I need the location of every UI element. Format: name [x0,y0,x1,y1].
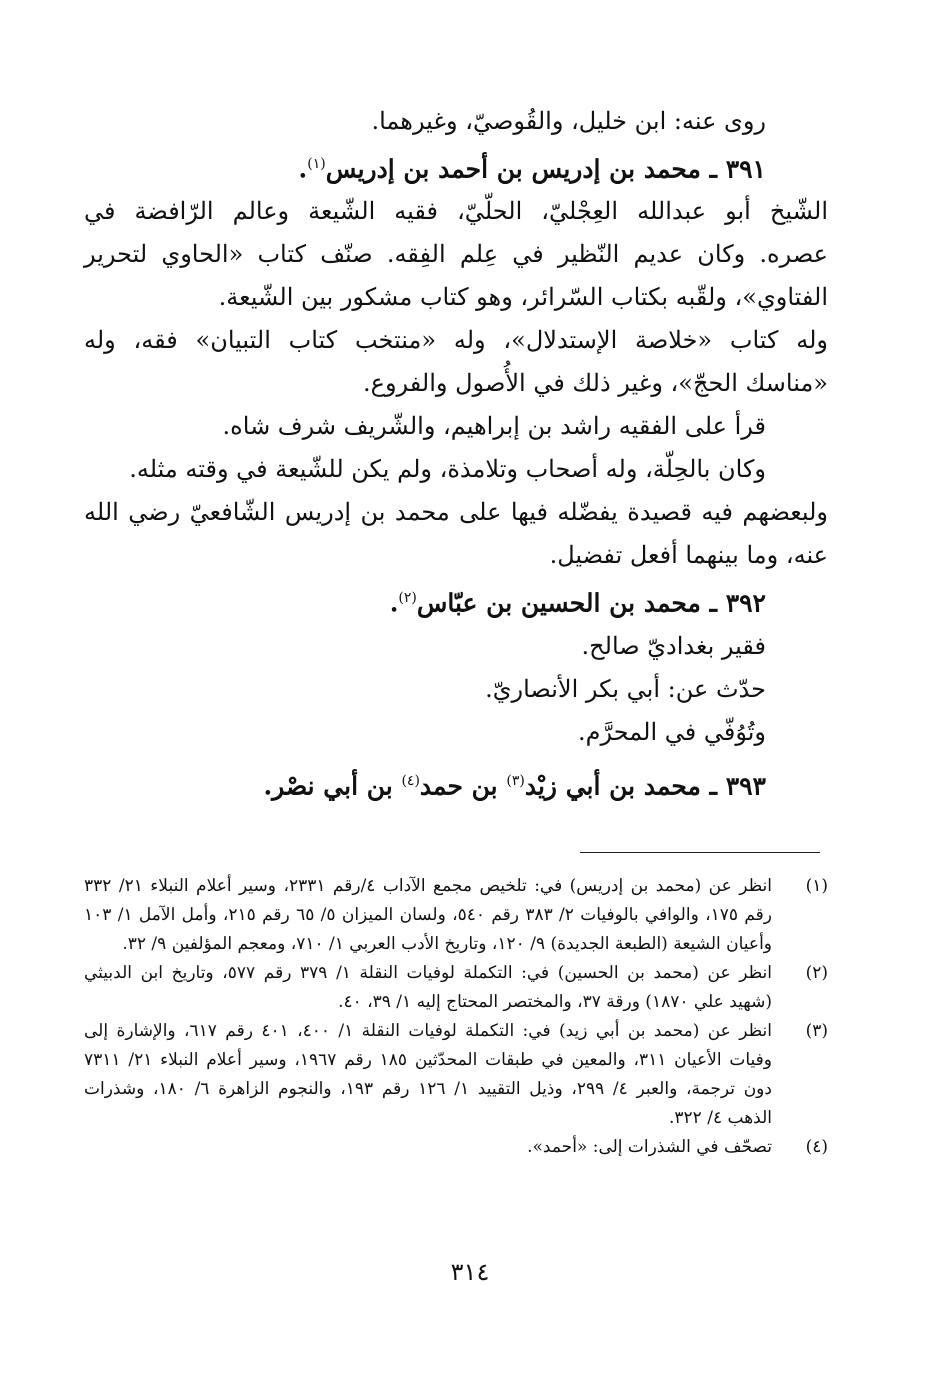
footnote [84,1017,828,1133]
text-line: الشّيخ أبو عبدالله العِجْليّ، الحلّيّ، فقيه الشّيعة وعالم الرّافضة في [84,197,828,226]
footnote-number: (١) [805,876,828,896]
footnote-ref: (١) [307,156,326,172]
footnote-number: (٣) [805,1021,828,1041]
footnote-separator [580,852,820,853]
footnote [84,959,828,1017]
footnote-number: (٢) [805,963,828,983]
text-line: الفتاوي»، ولقّبه بكتاب السّرائر، وهو كتاب مشكور بين الشّيعة. [218,283,828,312]
footnote-number: (٤) [805,1137,828,1157]
text-line: فقير بغداديّ صالح. [581,631,766,660]
footnote-text: انظر عن (محمد بن إدريس) في: تلخيص مجمع الآداب ٤/رقم ٢٣٣١، وسير أعلام النبلاء ٢١/ ٣٣٢ رقم ١٧٥، والوافي بالوفيات ٢/ ٣٨٣ رقم ٥٤٠، ولسان الميزان ٥/ ٦٥ رقم ٢١٥، وأمل الآمل ١/ ١٠٣ وأعيان الشيعة (الطبعة الجديدة) ٩/ ١٢٠، وتاريخ الأدب العربي ١/ ٧١٠، ومعجم المؤلفين ٩/ ٣٢. [84,876,772,954]
main-text [84,100,828,807]
text-line: وتُوُفّي في المحرَّم. [578,717,766,746]
text-line: وله كتاب «خلاصة الإستدلال»، وله «منتخب كتاب التبيان» فقه، وله [84,326,828,355]
text-line: وكان بالحِلّة، وله أصحاب وتلامذة، ولم يكن للشّيعة في وقته مثله. [129,455,766,484]
footnote-ref: (٣) [506,772,525,789]
entry-name: محمد بن إدريس بن أحمد بن إدريس [325,154,701,184]
footnote [84,872,828,959]
text-line: قرأ على الفقيه راشد بن إبراهيم، والشّريف شرف شاه. [222,412,766,441]
footnotes [84,872,828,1162]
entry-number: ٣٩٣ ـ [709,770,766,800]
entry-name: بن حمد [419,770,498,800]
text-line: ولبعضهم فيه قصيدة يفضّله فيها على محمد بن إدريس الشّافعيّ رضي الله [84,498,828,527]
footnote [84,1133,828,1162]
entry-number: ٣٩٢ ـ [709,588,766,618]
text-line: حدّث عن: أبي بكر الأنصاريّ. [485,674,766,703]
footnote-text: انظر عن (محمد بن الحسين) في: التكملة لوفيات النقلة ١/ ٣٧٩ رقم ٥٧٧، وتاريخ ابن الدبيثي (شهيد علي ١٨٧٠) ورقة ٣٧، والمختصر المحتاج إليه ١/ ٣٩، ٤٠. [84,963,772,1012]
footnote-text: انظر عن (محمد بن أبي زيد) في: التكملة لوفيات النقلة ١/ ٤٠٠، ٤٠١ رقم ٦١٧، والإشارة إلى وفيات الأعيان ٣١١، والمعين في طبقات المحدّثين ١٨٥ رقم ١٩٦٧، وسير أعلام النبلاء ٢١/ ٧٣١١ دون ترجمة، والعبر ٤/ ٢٩٩، وذيل التقييد ١/ ١٢٦ رقم ١٩٣، والنجوم الزاهرة ٦/ ١٨٠، وشذرات الذهب ٤/ ٣٢٢. [84,1021,772,1128]
footnote-ref: (٢) [398,590,417,607]
entry-name: محمد بن أبي زيْد [524,770,701,800]
text-line: عنه، وما بينهما أفعل تفضيل. [549,541,828,570]
entry-name: بن أبي نصْر [272,770,393,800]
page-number: ٣١٤ [450,1258,490,1286]
text-line: روى عنه: ابن خليل، والقُوصيّ، وغيرهما. [371,107,766,135]
entry-heading-393: ٣٩٣ ـ محمد بن أبي زيْد$^{(٣)}$ بن حمد$^{(٤)}$ بن أبي نصْر. [263,770,766,800]
entry-name: محمد بن الحسين بن عبّاس [416,588,701,618]
entry-number: ٣٩١ ـ [709,154,766,184]
footnote-text: تصحّف في الشذرات إلى: «أحمد». [527,1137,772,1157]
text-line: عصره. وكان عديم النّظير في عِلم الفِقه. صنّف كتاب «الحاوي لتحرير [84,240,828,269]
entry-heading-392: ٣٩٢ ـ محمد بن الحسين بن عبّاس$^{(٢)}$. [389,588,766,618]
text-line: «مناسك الحجّ»، وغير ذلك في الأُصول والفروع. [363,369,828,398]
footnote-ref: (٤) [401,772,420,789]
entry-heading-391: ٣٩١ ـ محمد بن إدريس بن أحمد بن إدريس$^{(١)}$. [298,154,766,184]
